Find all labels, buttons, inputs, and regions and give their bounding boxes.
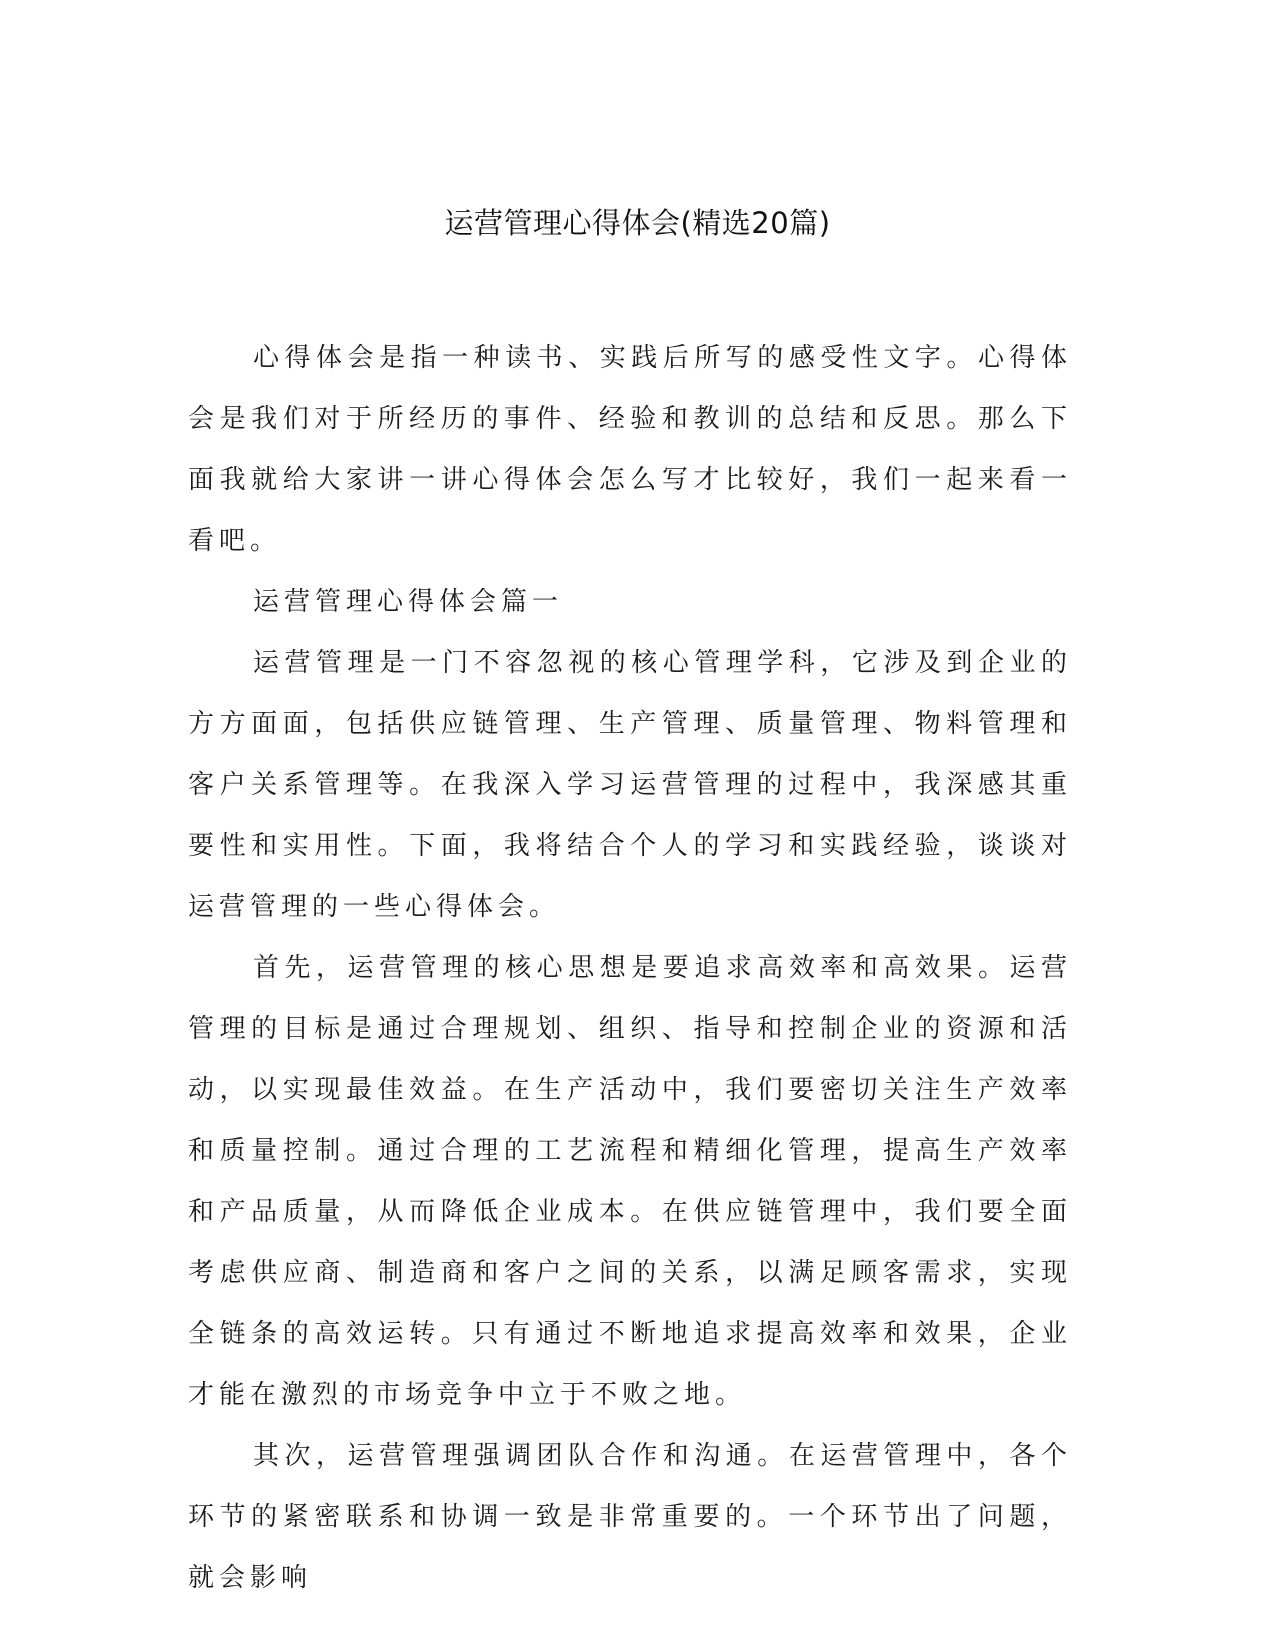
document-title: 运营管理心得体会(精选20篇) xyxy=(444,206,831,240)
section-heading: 运营管理心得体会篇一 xyxy=(253,587,564,617)
intro-paragraph: 心得体会是指一种读书、实践后所写的感受性文字。心得体会是我们对于所经历的事件、经验和教训的总结和反思。那么下面我就给大家讲一讲心得体会怎么写才比较好，我们一起来看一看吧。 xyxy=(188,343,1072,556)
body-paragraph: 运营管理是一门不容忽视的核心管理学科，它涉及到企业的方方面面，包括供应链管理、生产管理、质量管理、物料管理和客户关系管理等。在我深入学习运营管理的过程中，我深感其重要性和实用性。下面，我将结合个人的学习和实践经验，谈谈对运营管理的一些心得体会。 xyxy=(188,648,1072,922)
document-body xyxy=(188,328,1072,1609)
body-paragraph: 其次，运营管理强调团队合作和沟通。在运营管理中，各个环节的紧密联系和协调一致是非常重要的。一个环节出了问题，就会影响 xyxy=(188,1441,1072,1593)
body-paragraph: 首先，运营管理的核心思想是要追求高效率和高效果。运营管理的目标是通过合理规划、组织、指导和控制企业的资源和活动，以实现最佳效益。在生产活动中，我们要密切关注生产效率和质量控制。通过合理的工艺流程和精细化管理，提高生产效率和产品质量，从而降低企业成本。在供应链管理中，我们要全面考虑供应商、制造商和客户之间的关系，以满足顾客需求，实现全链条的高效运转。只有通过不断地追求提高效率和效果，企业才能在激烈的市场竞争中立于不败之地。 xyxy=(188,953,1072,1410)
